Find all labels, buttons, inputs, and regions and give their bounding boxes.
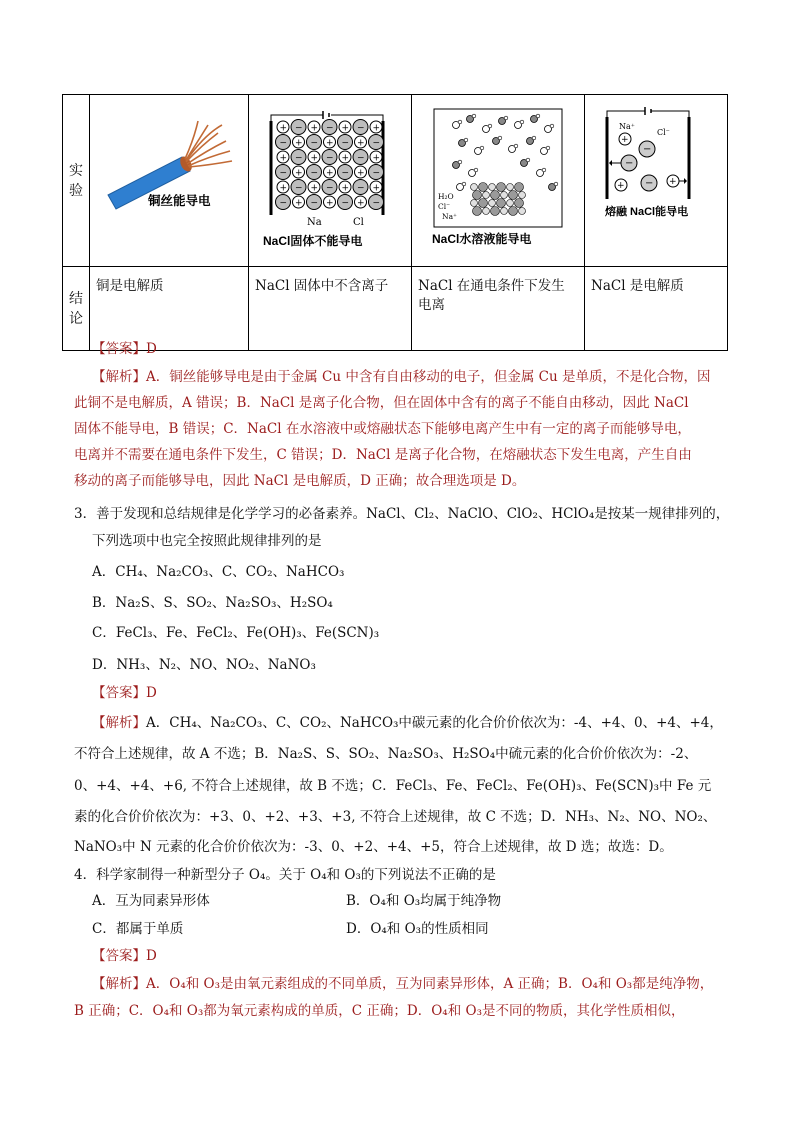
hydrogen-atom-icon xyxy=(504,116,508,120)
hydrogen-atom-icon xyxy=(532,136,536,140)
crystal-ion-icon xyxy=(509,191,518,200)
h2o-label: H₂O xyxy=(438,192,454,201)
ion-sign: − xyxy=(310,198,319,209)
copper-wire-cell xyxy=(90,95,249,267)
label-char: 验 xyxy=(69,182,83,199)
cl-ion-label: Cl⁻ xyxy=(657,128,670,137)
conclusion-copper: 铜是电解质 xyxy=(90,267,249,351)
ion-sign: + xyxy=(295,198,303,209)
hydrogen-atom-icon xyxy=(464,138,468,142)
q4-option-d: D．O₄和 O₃的性质相同 xyxy=(346,921,489,937)
hydrogen-atom-icon xyxy=(458,160,462,164)
crystal-ion-icon xyxy=(501,192,508,199)
q3-option-d: D．NH₃、N₂、NO、NO₂、NaNO₃ xyxy=(92,657,316,673)
ion-sign: + xyxy=(372,183,381,194)
svg-text:+: + xyxy=(621,135,629,145)
q3-option-a: A．CH₄、Na₂CO₃、C、CO₂、NaHCO₃ xyxy=(92,564,345,580)
row-label-conclusion xyxy=(63,267,90,351)
ion-sign: + xyxy=(341,153,350,164)
caption-nacl-solution: NaCl水溶液能导电 xyxy=(432,232,532,246)
crystal-ion-icon xyxy=(491,191,500,200)
hydrogen-atom-icon xyxy=(480,146,484,150)
hydrogen-atom-icon xyxy=(550,124,554,128)
conclusion-nacl-solution: NaCl 在通电条件下发生电离 xyxy=(412,267,585,351)
answer-value: D xyxy=(146,685,157,701)
q3-analysis-line: NaNO₃中 N 元素的化合价价依次为：-3、0、+2、+4、+5，符合上述规律，故 D 选；故选：D。 xyxy=(74,839,673,855)
q3-analysis-line: 不符合上述规律，故 A 不选；B．Na₂S、S、SO₂、Na₂SO₃、H₂SO₄中硫元素的化合价价依次为：-2、 xyxy=(74,746,698,762)
ion-sign: − xyxy=(295,123,303,134)
crystal-ion-icon xyxy=(507,200,514,207)
na-ion-label: Na⁺ xyxy=(442,212,457,221)
hydrogen-atom-icon xyxy=(458,120,462,124)
nacl-solution-figure xyxy=(412,95,584,262)
ion-sign: + xyxy=(341,183,350,194)
nacl-solid-figure xyxy=(249,95,411,262)
hydrogen-atom-icon xyxy=(474,168,478,172)
crystal-ion-icon xyxy=(473,191,482,200)
hydrogen-atom-icon xyxy=(520,120,524,124)
crystal-ion-icon xyxy=(483,208,490,215)
conclusion-nacl-solid: NaCl 固体中不含离子 xyxy=(249,267,412,351)
crystal-ion-icon xyxy=(519,208,526,215)
ion-sign: − xyxy=(341,138,350,149)
ion-sign: − xyxy=(372,168,381,179)
answer-tag: 【答案】 xyxy=(92,685,146,701)
ion-sign: − xyxy=(279,168,288,179)
ion-sign: − xyxy=(326,123,334,134)
conclusion-nacl-molten: NaCl 是电解质 xyxy=(585,267,728,351)
q4-option-c: C．都属于单质 xyxy=(92,921,184,937)
copper-wire-figure xyxy=(90,95,248,262)
q3-analysis-line: 0、+4、+4、+6, 不符合上述规律，故 B 不选；C．FeCl₃、Fe、FeCl₂、Fe(OH)₃、Fe(SCN)₃中 Fe 元 xyxy=(74,778,712,794)
ion-sign: − xyxy=(372,198,381,209)
crystal-ion-icon xyxy=(491,207,500,216)
crystal-ion-icon xyxy=(507,184,514,191)
ion-sign: − xyxy=(341,168,350,179)
cl-ion-label: Cl⁻ xyxy=(438,202,451,211)
analysis-text: A．O₄和 O₃是由氧元素组成的不同单质，互为同素异形体，A 正确；B．O₄和 O₃都是纯净物， xyxy=(146,976,714,992)
answer-tag: 【答案】 xyxy=(92,948,146,964)
crystal-ion-icon xyxy=(489,184,496,191)
answer-value: D xyxy=(146,948,157,964)
hydrogen-atom-icon xyxy=(488,124,492,128)
svg-text:−: − xyxy=(625,158,634,169)
ion-sign: − xyxy=(326,183,334,194)
hydrogen-atom-icon xyxy=(542,168,546,172)
crystal-ion-icon xyxy=(471,184,478,191)
q3-analysis-line: 素的化合价价依次为：+3、0、+2、+3、+3, 不符合上述规律，故 C 不选；D．NH₃、N₂、NO、NO₂、 xyxy=(74,809,717,825)
crystal-ion-icon xyxy=(473,207,482,216)
q4-option-a: A．互为同素异形体 xyxy=(92,893,210,909)
hydrogen-atom-icon xyxy=(554,182,558,186)
caption-copper: 铜丝能导电 xyxy=(148,194,211,208)
ion-sign: + xyxy=(279,153,288,164)
ion-sign: − xyxy=(372,138,381,149)
q4-analysis-line xyxy=(92,973,713,995)
hydrogen-atom-icon xyxy=(536,114,540,118)
label-char: 论 xyxy=(69,310,83,327)
q3-answer xyxy=(92,682,157,704)
nacl-molten-figure xyxy=(585,95,727,262)
ion-sign: + xyxy=(372,123,381,134)
ion-sign: + xyxy=(357,168,365,179)
crystal-ion-icon xyxy=(471,200,478,207)
hydrogen-atom-icon xyxy=(546,146,550,150)
ion-sign: − xyxy=(326,153,334,164)
analysis-tag: 【解析】 xyxy=(92,715,146,731)
answer-tag: 【答案】 xyxy=(92,341,146,357)
ion-sign: − xyxy=(279,138,288,149)
svg-text:+: + xyxy=(617,181,625,191)
analysis-tag: 【解析】 xyxy=(92,976,146,992)
ion-sign: + xyxy=(295,168,303,179)
ion-sign: + xyxy=(310,153,319,164)
ion-icons xyxy=(609,133,687,191)
ion-sign: + xyxy=(326,168,334,179)
q2-answer xyxy=(92,338,157,360)
crystal-ion-icon xyxy=(515,183,524,192)
analysis-tag: 【解析】 xyxy=(92,369,146,385)
ion-sign: − xyxy=(357,183,365,194)
ion-sign: + xyxy=(310,123,319,134)
crystal-ion-icon xyxy=(489,200,496,207)
crystal-ion-icon xyxy=(515,199,524,208)
nacl-solution-cell xyxy=(412,95,585,267)
ion-sign: + xyxy=(279,183,288,194)
q3-option-b: B．Na₂S、S、SO₂、Na₂SO₃、H₂SO₄ xyxy=(92,595,333,611)
analysis-text: A．铜丝能够导电是由于金属 Cu 中含有自由移动的电子，但金属 Cu 是单质，不是化合物，因 xyxy=(146,369,711,385)
crystal-ion-icon xyxy=(479,199,488,208)
ion-sign: + xyxy=(341,123,350,134)
label-char: 实 xyxy=(69,162,83,179)
circuit-wire xyxy=(607,111,689,117)
hydrogen-atom-icon xyxy=(526,158,530,162)
ion-sign: − xyxy=(357,153,365,164)
caption-nacl-molten: 熔融 NaCl能导电 xyxy=(605,206,689,218)
ion-sign: + xyxy=(357,138,365,149)
crystal-ion-icon xyxy=(497,199,506,208)
experiment-table xyxy=(62,94,728,351)
cl-label: Cl xyxy=(353,217,364,228)
ion-sign: − xyxy=(279,198,288,209)
hydrogen-atom-icon xyxy=(472,114,476,118)
analysis-text: A．CH₄、Na₂CO₃、C、CO₂、NaHCO₃中碳元素的化合价价依次为：-4、+4、0、+4、+4， xyxy=(146,715,723,731)
caption-nacl-solid: NaCl固体不能导电 xyxy=(263,234,363,248)
q3-option-c: C．FeCl₃、Fe、FeCl₂、Fe(OH)₃、Fe(SCN)₃ xyxy=(92,625,380,641)
ion-sign: + xyxy=(279,123,288,134)
crystal-ion-icon xyxy=(497,183,506,192)
q2-analysis-line: 固体不能导电，B 错误；C．NaCl 在水溶液中或熔融状态下能够电离产生中有一定的离子而能够导电， xyxy=(74,421,691,437)
q4-option-b: B．O₄和 O₃均属于纯净物 xyxy=(346,893,502,909)
ion-sign: + xyxy=(357,198,365,209)
q2-analysis-line: 此铜不是电解质，A 错误；B．NaCl 是离子化合物，但在固体中含有的离子不能自由移动，因此 NaCl xyxy=(74,395,689,411)
q4-answer xyxy=(92,945,157,967)
ion-sign: − xyxy=(310,138,319,149)
ion-sign: − xyxy=(295,183,303,194)
q2-analysis-line: 电离并不需要在通电条件下发生，C 错误；D．NaCl 是离子化合物，在熔融状态下发生电离，产生自由 xyxy=(74,447,692,463)
q3-stem: 3．善于发现和总结规律是化学学习的必备素养。NaCl、Cl₂、NaClO、ClO₂、HClO₄是按某一规律排列的， xyxy=(74,506,730,522)
answer-value: D xyxy=(146,341,157,357)
crystal-ion-icon xyxy=(509,207,518,216)
ion-lattice xyxy=(276,120,384,210)
row-label-experiment xyxy=(63,95,90,267)
crystal-ion-icon xyxy=(519,192,526,199)
hydrogen-atom-icon xyxy=(498,136,502,140)
q3-stem: 下列选项中也完全按照此规律排列的是 xyxy=(92,533,322,549)
hydrogen-atom-icon xyxy=(462,182,466,186)
ion-sign: − xyxy=(295,153,303,164)
q2-analysis-line: 移动的离子而能够导电，因此 NaCl 是电解质，D 正确；故合理选项是 D。 xyxy=(74,473,526,489)
nacl-molten-cell xyxy=(585,95,728,267)
q2-analysis-line xyxy=(92,366,710,388)
crystal-ion-icon xyxy=(501,208,508,215)
ion-sign: + xyxy=(326,198,334,209)
ion-sign: + xyxy=(372,153,381,164)
q3-analysis-line xyxy=(92,712,723,734)
experiment-row xyxy=(63,95,728,267)
q4-analysis-line: B 正确；C．O₄和 O₃都为氧元素构成的单质，C 正确；D．O₄和 O₃是不同的物质，其化学性质相似， xyxy=(74,1003,685,1019)
svg-text:−: − xyxy=(643,144,652,155)
crystal-ion-icon xyxy=(483,192,490,199)
q4-stem: 4．科学家制得一种新型分子 O₄。关于 O₄和 O₃的下列说法不正确的是 xyxy=(74,867,496,883)
conclusion-row xyxy=(63,267,728,351)
ion-sign: − xyxy=(357,123,365,134)
svg-text:−: − xyxy=(645,178,654,189)
nacl-solid-cell xyxy=(249,95,412,267)
label-char: 结 xyxy=(69,290,83,307)
hydrogen-atom-icon xyxy=(514,144,518,148)
ion-sign: + xyxy=(310,183,319,194)
na-ion-label: Na⁺ xyxy=(619,122,635,131)
ion-sign: − xyxy=(341,198,350,209)
ion-sign: + xyxy=(295,138,303,149)
svg-text:+: + xyxy=(669,177,677,187)
ion-sign: − xyxy=(310,168,319,179)
ion-sign: + xyxy=(326,138,334,149)
na-label: Na xyxy=(307,217,322,228)
crystal-ion-icon xyxy=(479,183,488,192)
